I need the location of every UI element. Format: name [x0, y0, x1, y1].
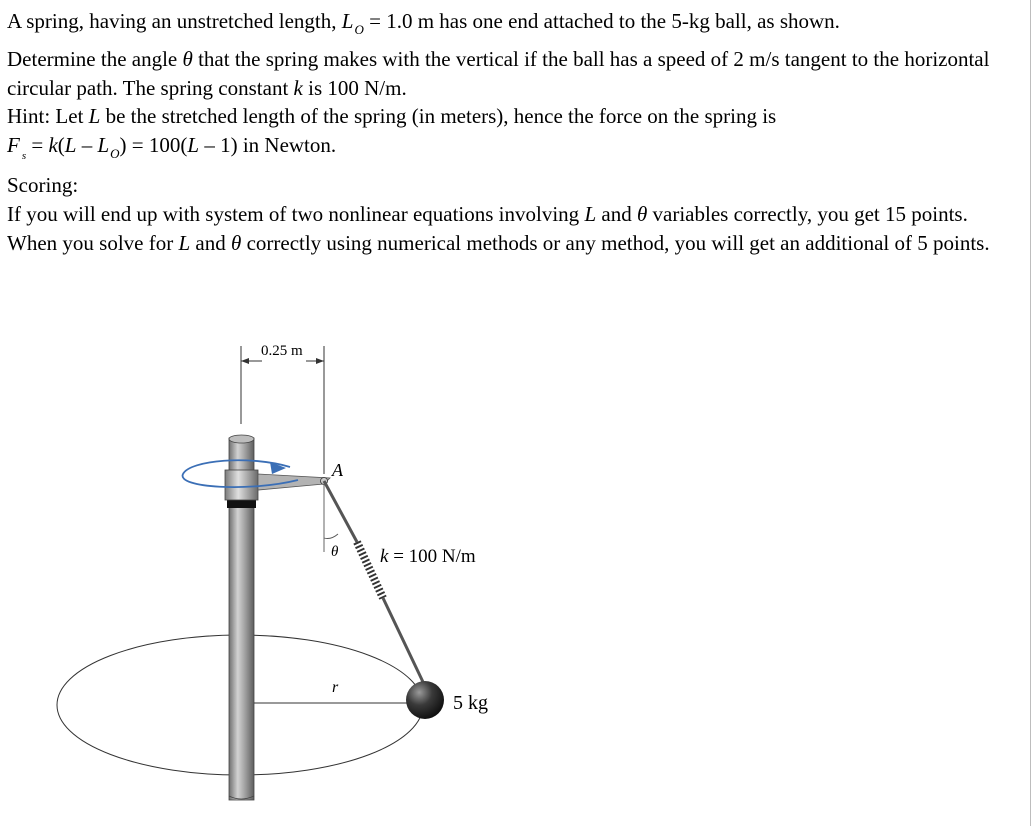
text: = 100(	[126, 133, 188, 158]
radius-label: r	[332, 679, 339, 696]
text: – 1) in Newton.	[199, 133, 337, 158]
text: –	[76, 133, 98, 158]
spring-rod-lower	[383, 598, 423, 682]
text: A spring, having an unstretched length,	[7, 9, 342, 33]
scoring-title	[7, 171, 1022, 200]
symbol-theta: θ	[182, 46, 193, 71]
symbol-L: L	[64, 133, 77, 158]
support-arm	[258, 474, 330, 490]
angle-label: θ	[331, 544, 339, 560]
text: Hint: Let	[7, 104, 89, 129]
symbol-theta: θ	[636, 201, 648, 226]
problem-line-1	[7, 7, 1022, 45]
dimension-arrow-right-icon	[316, 358, 324, 364]
symbol-k: k	[48, 133, 58, 158]
text: and	[596, 201, 637, 226]
dimension-label: 0.25 m	[261, 343, 303, 359]
text: is 100 N/m.	[302, 75, 407, 100]
scoring-item-1	[7, 200, 1022, 229]
problem-statement	[7, 7, 1022, 257]
dimension-arrow-left-icon	[241, 358, 249, 364]
text: Scoring:	[7, 172, 79, 197]
text: be the stretched length of the spring (in meters), hence the force on the spring is	[100, 104, 777, 129]
symbol-k: k	[293, 75, 303, 100]
k-symbol: k	[380, 546, 389, 567]
symbol-L: L	[97, 133, 110, 158]
text: that the spring makes with the vertical if the ball has a speed of 2 m/s tangent to the horizontal circular path. The spring constant	[7, 46, 990, 100]
text: When you solve for	[7, 230, 179, 255]
scoring-item-2	[7, 229, 1022, 258]
shaft-top	[229, 435, 254, 443]
text: )	[119, 133, 127, 158]
spring-ball-figure	[0, 320, 1030, 820]
k-value: = 100 N/m	[388, 546, 476, 567]
formula-line	[7, 131, 1022, 171]
subscript-s: s	[21, 150, 27, 163]
mass-label: 5 kg	[453, 692, 488, 714]
point-a-label: A	[332, 460, 343, 480]
spring-constant-label	[380, 546, 476, 567]
symbol-L: L	[187, 133, 200, 158]
text: correctly using numerical methods or any method, you will get an additional of 5 points.	[241, 230, 990, 255]
angle-arc	[324, 534, 338, 539]
symbol-F: F	[7, 133, 20, 158]
text: = 1.0 m has one end attached to the 5-kg ball, as shown.	[363, 9, 840, 33]
hint-line	[7, 102, 1022, 131]
shaft-ring	[227, 500, 256, 508]
collar	[225, 470, 258, 500]
text: (	[57, 133, 65, 158]
subscript-o: O	[110, 146, 120, 162]
problem-line-2	[7, 45, 1022, 103]
subscript-o: O	[354, 22, 364, 37]
frame-border	[1030, 0, 1031, 826]
symbol-L: L	[584, 201, 597, 226]
symbol-L: L	[341, 9, 354, 33]
text: If you will end up with system of two nonlinear equations involving	[7, 201, 585, 226]
spring-rod-upper	[324, 481, 357, 542]
symbol-L: L	[178, 230, 191, 255]
ball	[406, 681, 444, 719]
text: Determine the angle	[7, 46, 183, 71]
symbol-theta: θ	[230, 230, 242, 255]
symbol-L: L	[88, 104, 101, 129]
text: and	[190, 230, 231, 255]
text: variables correctly, you get 15 points.	[647, 201, 968, 226]
text: =	[26, 133, 49, 158]
